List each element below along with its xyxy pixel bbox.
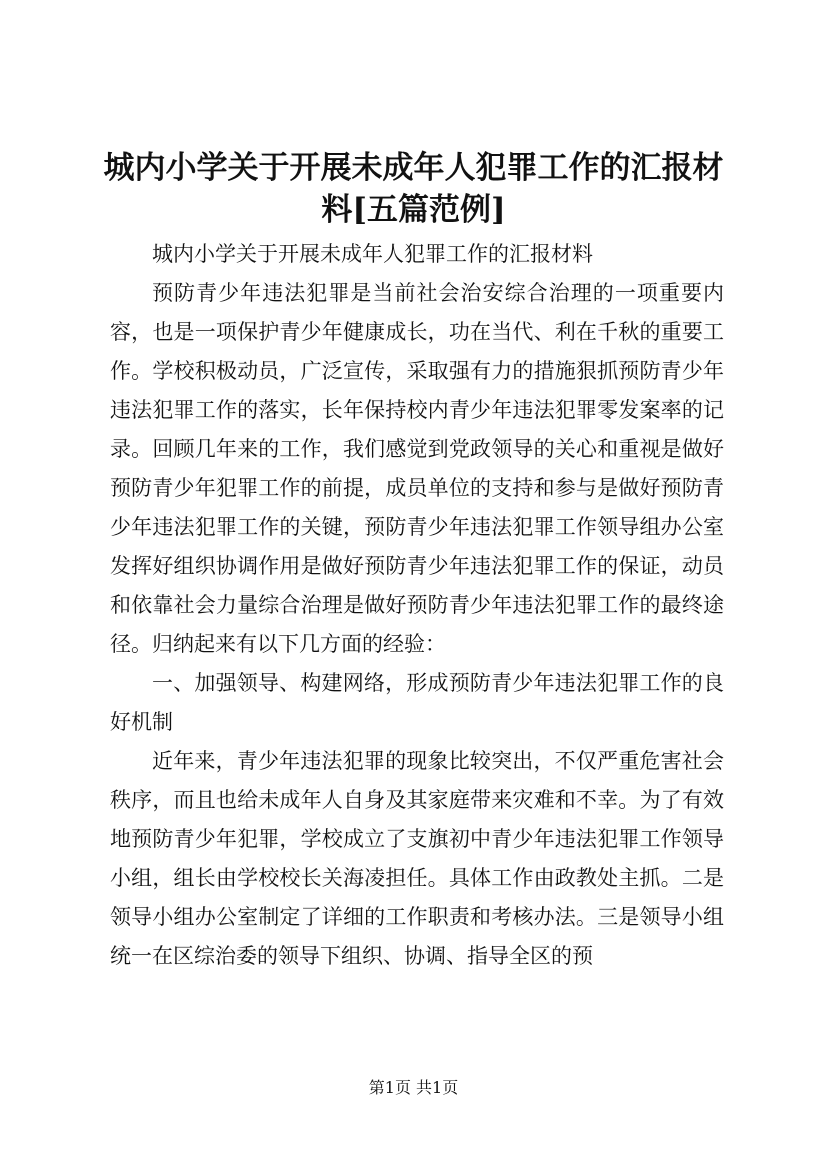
body-paragraph: 近年来，青少年违法犯罪的现象比较突出，不仅严重危害社会秩序，而且也给未成年人自身及其家庭带来灾难和不幸。为了有效地预防青少年犯罪，学校成立了支旗初中青少年违法犯罪工作领导小组，组长由学校校长关海凌担任。具体工作由政教处主抓。二是领导小组办公室制定了详细的工作职责和考核办法。三是领导小组统一在区综治委的领导下组织、协调、指导全区的预: [110, 749, 724, 968]
section-heading: 一、加强领导、构建网络，形成预防青少年违法犯罪工作的良好机制: [110, 671, 724, 734]
document-title: 城内小学关于开展未成年人犯罪工作的汇报材料[五篇范例]: [103, 150, 724, 228]
page-footer: 第1页 共1页: [368, 1078, 459, 1097]
subtitle-paragraph: 城内小学关于开展未成年人犯罪工作的汇报材料: [152, 242, 593, 266]
body-paragraph: 预防青少年违法犯罪是当前社会治安综合治理的一项重要内容，也是一项保护青少年健康成长，功在当代、利在千秋的重要工作。学校积极动员，广泛宣传，采取强有力的措施狠抓预防青少年违法犯罪工作的落实，长年保持校内青少年违法犯罪零发案率的记录。回顾几年来的工作，我们感觉到党政领导的关心和重视是做好预防青少年犯罪工作的前提，成员单位的支持和参与是做好预防青少年违法犯罪工作的关键，预防青少年违法犯罪工作领导组办公室发挥好组织协调作用是做好预防青少年违法犯罪工作的保证，动员和依靠社会力量综合治理是做好预防青少年违法犯罪工作的最终途径。归纳起来有以下几方面的经验：: [110, 281, 724, 656]
document-body: [110, 235, 724, 976]
